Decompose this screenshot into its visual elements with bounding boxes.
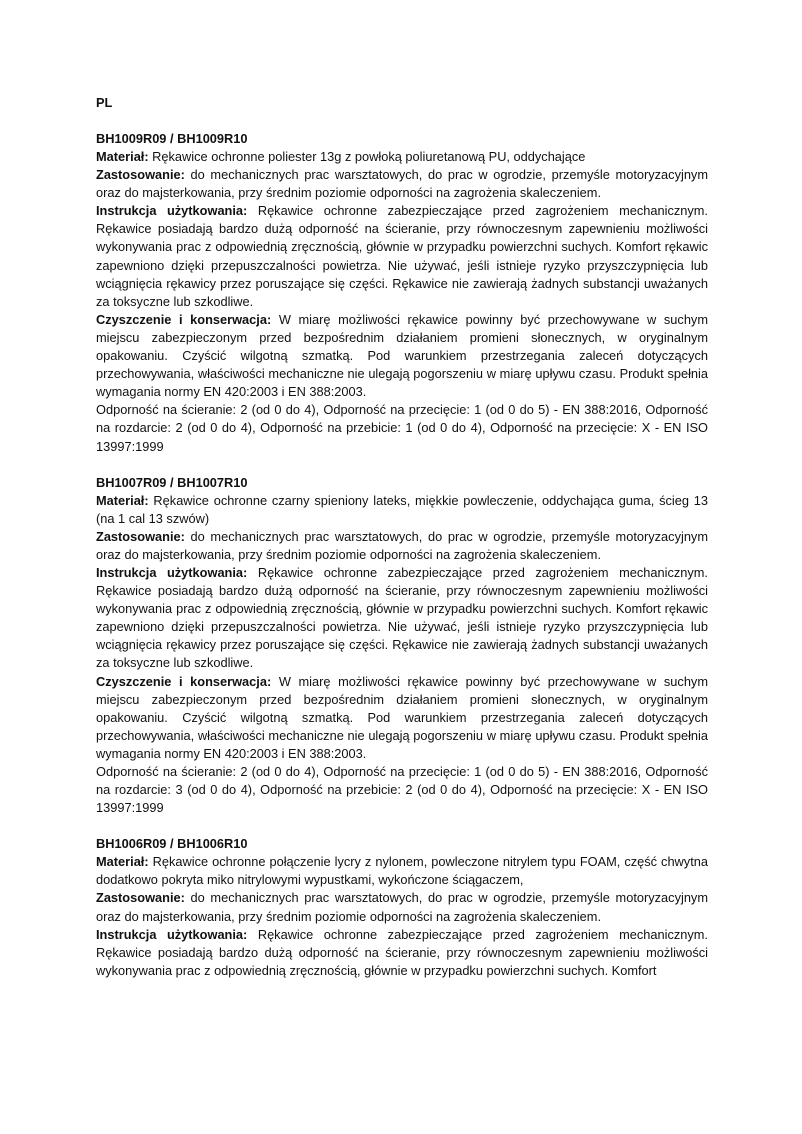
cleaning-label: Czyszczenie i konserwacja:	[96, 311, 272, 327]
material-label: Materiał:	[96, 492, 149, 508]
application-paragraph	[96, 166, 708, 202]
material-label: Materiał:	[96, 149, 149, 164]
product-section	[96, 474, 708, 818]
cleaning-paragraph	[96, 673, 708, 763]
material-text: Rękawice ochronne czarny spieniony lateks, miękkie powleczenie, oddychająca guma, ścieg 13 (na 1 cal 13 szwów)	[96, 492, 708, 526]
material-paragraph	[96, 853, 708, 889]
instructions-text: Rękawice ochronne zabezpieczające przed zagrożeniem mechanicznym. Rękawice posiadają bardzo dużą odporność na ścieranie, przy równoczesnym zapewnieniu możliwości wykonywania prac z odpowiednią zręcznością, głównie w przypadku powierzchni suchych. Komfort rękawic zapewniono dzięki przepuszczalności powietrza. Nie używać, jeśli istnieje ryzyko przyszczypnięcia lub wciągnięcia rękawicy przez poruszające się części. Rękawice nie zawierają żadnych substancji uważanych za toksyczne lub szkodliwe.	[96, 203, 708, 309]
application-text: do mechanicznych prac warsztatowych, do prac w ogrodzie, przemyśle motoryzacyjnym oraz do majsterkowania, przy średnim poziomie odporności na zagrożenia skaleczeniem.	[96, 528, 708, 562]
instructions-label: Instrukcja użytkowania:	[96, 926, 248, 942]
instructions-paragraph	[96, 564, 708, 673]
application-label: Zastosowanie:	[96, 528, 185, 544]
product-section	[96, 835, 708, 980]
cleaning-label: Czyszczenie i konserwacja:	[96, 673, 272, 689]
application-text: do mechanicznych prac warsztatowych, do prac w ogrodzie, przemyśle motoryzacyjnym oraz do majsterkowania, przy średnim poziomie odporności na zagrożenia skaleczeniem.	[96, 890, 708, 924]
cleaning-text: W miarę możliwości rękawice powinny być przechowywane w suchym miejscu zabezpieczonym przed bezpośrednim działaniem promieni słonecznych, w oryginalnym opakowaniu. Czyścić wilgotną szmatką. Pod warunkiem przestrzegania zaleceń dotyczących przechowywania, właściwości mechaniczne nie ulegają pogorszeniu w miarę upływu czasu. Produkt spełnia wymagania normy EN 420:2003 i EN 388:2003.	[96, 311, 708, 400]
application-label: Zastosowanie:	[96, 167, 185, 183]
material-text: Rękawice ochronne połączenie lycry z nylonem, powleczone nitrylem typu FOAM, część chwytna dodatkowo pokryta miko nitrylowymi wypustkami, wykończone ściągaczem,	[96, 854, 708, 888]
application-paragraph	[96, 889, 708, 925]
material-label: Materiał:	[96, 854, 149, 870]
language-heading: PL	[96, 95, 113, 110]
material-text: Rękawice ochronne poliester 13g z powłoką poliuretanową PU, oddychające	[148, 149, 586, 164]
application-text: do mechanicznych prac warsztatowych, do prac w ogrodzie, przemyśle motoryzacyjnym oraz do majsterkowania, przy średnim poziomie odporności na zagrożenia skaleczeniem.	[96, 167, 708, 201]
instructions-text: Rękawice ochronne zabezpieczające przed zagrożeniem mechanicznym. Rękawice posiadają bardzo dużą odporność na ścieranie, przy równoczesnym zapewnieniu możliwości wykonywania prac z odpowiednią zręcznością, głównie w przypadku powierzchni suchych. Komfort rękawic zapewniono dzięki przepuszczalności powietrza. Nie używać, jeśli istnieje ryzyko przyszczypnięcia lub wciągnięcia rękawicy przez poruszające się części. Rękawice nie zawierają żadnych substancji uważanych za toksyczne lub szkodliwe.	[96, 564, 708, 671]
instructions-label: Instrukcja użytkowania:	[96, 564, 248, 580]
product-code: BH1006R09 / BH1006R10	[96, 836, 248, 852]
resistance-paragraph: Odporność na ścieranie: 2 (od 0 do 4), Odporność na przecięcie: 1 (od 0 do 5) - EN 388:2016, Odporność na rozdarcie: 2 (od 0 do 4), Odporność na przebicie: 1 (od 0 do 4), Odporność na przecięcie: X - EN ISO 13997:1999	[96, 402, 708, 454]
document-body	[96, 94, 708, 998]
product-code: BH1007R09 / BH1007R10	[96, 474, 248, 490]
instructions-paragraph	[96, 926, 708, 980]
instructions-text: Rękawice ochronne zabezpieczające przed zagrożeniem mechanicznym. Rękawice posiadają bardzo dużą odporność na ścieranie, przy równoczesnym zapewnieniu możliwości wykonywania prac z odpowiednią zręcznością, głównie w przypadku powierzchni suchych. Komfort	[96, 926, 708, 978]
product-section	[96, 130, 708, 456]
cleaning-text: W miarę możliwości rękawice powinny być przechowywane w suchym miejscu zabezpieczonym przed bezpośrednim działaniem promieni słonecznych, w oryginalnym opakowaniu. Czyścić wilgotną szmatką. Pod warunkiem przestrzegania zaleceń dotyczących przechowywania, właściwości mechaniczne nie ulegają pogorszeniu w miarę upływu czasu. Produkt spełnia wymagania normy EN 420:2003 i EN 388:2003.	[96, 673, 708, 761]
material-paragraph	[96, 148, 708, 166]
instructions-label: Instrukcja użytkowania:	[96, 203, 248, 219]
product-code: BH1009R09 / BH1009R10	[96, 131, 248, 146]
instructions-paragraph	[96, 202, 708, 311]
material-paragraph	[96, 492, 708, 528]
application-paragraph	[96, 528, 708, 564]
resistance-paragraph: Odporność na ścieranie: 2 (od 0 do 4), Odporność na przecięcie: 1 (od 0 do 5) - EN 388:2016, Odporność na rozdarcie: 3 (od 0 do 4), Odporność na przebicie: 2 (od 0 do 4), Odporność na przecięcie: X - EN ISO 13997:1999	[96, 764, 708, 816]
cleaning-paragraph	[96, 311, 708, 401]
application-label: Zastosowanie:	[96, 890, 185, 906]
